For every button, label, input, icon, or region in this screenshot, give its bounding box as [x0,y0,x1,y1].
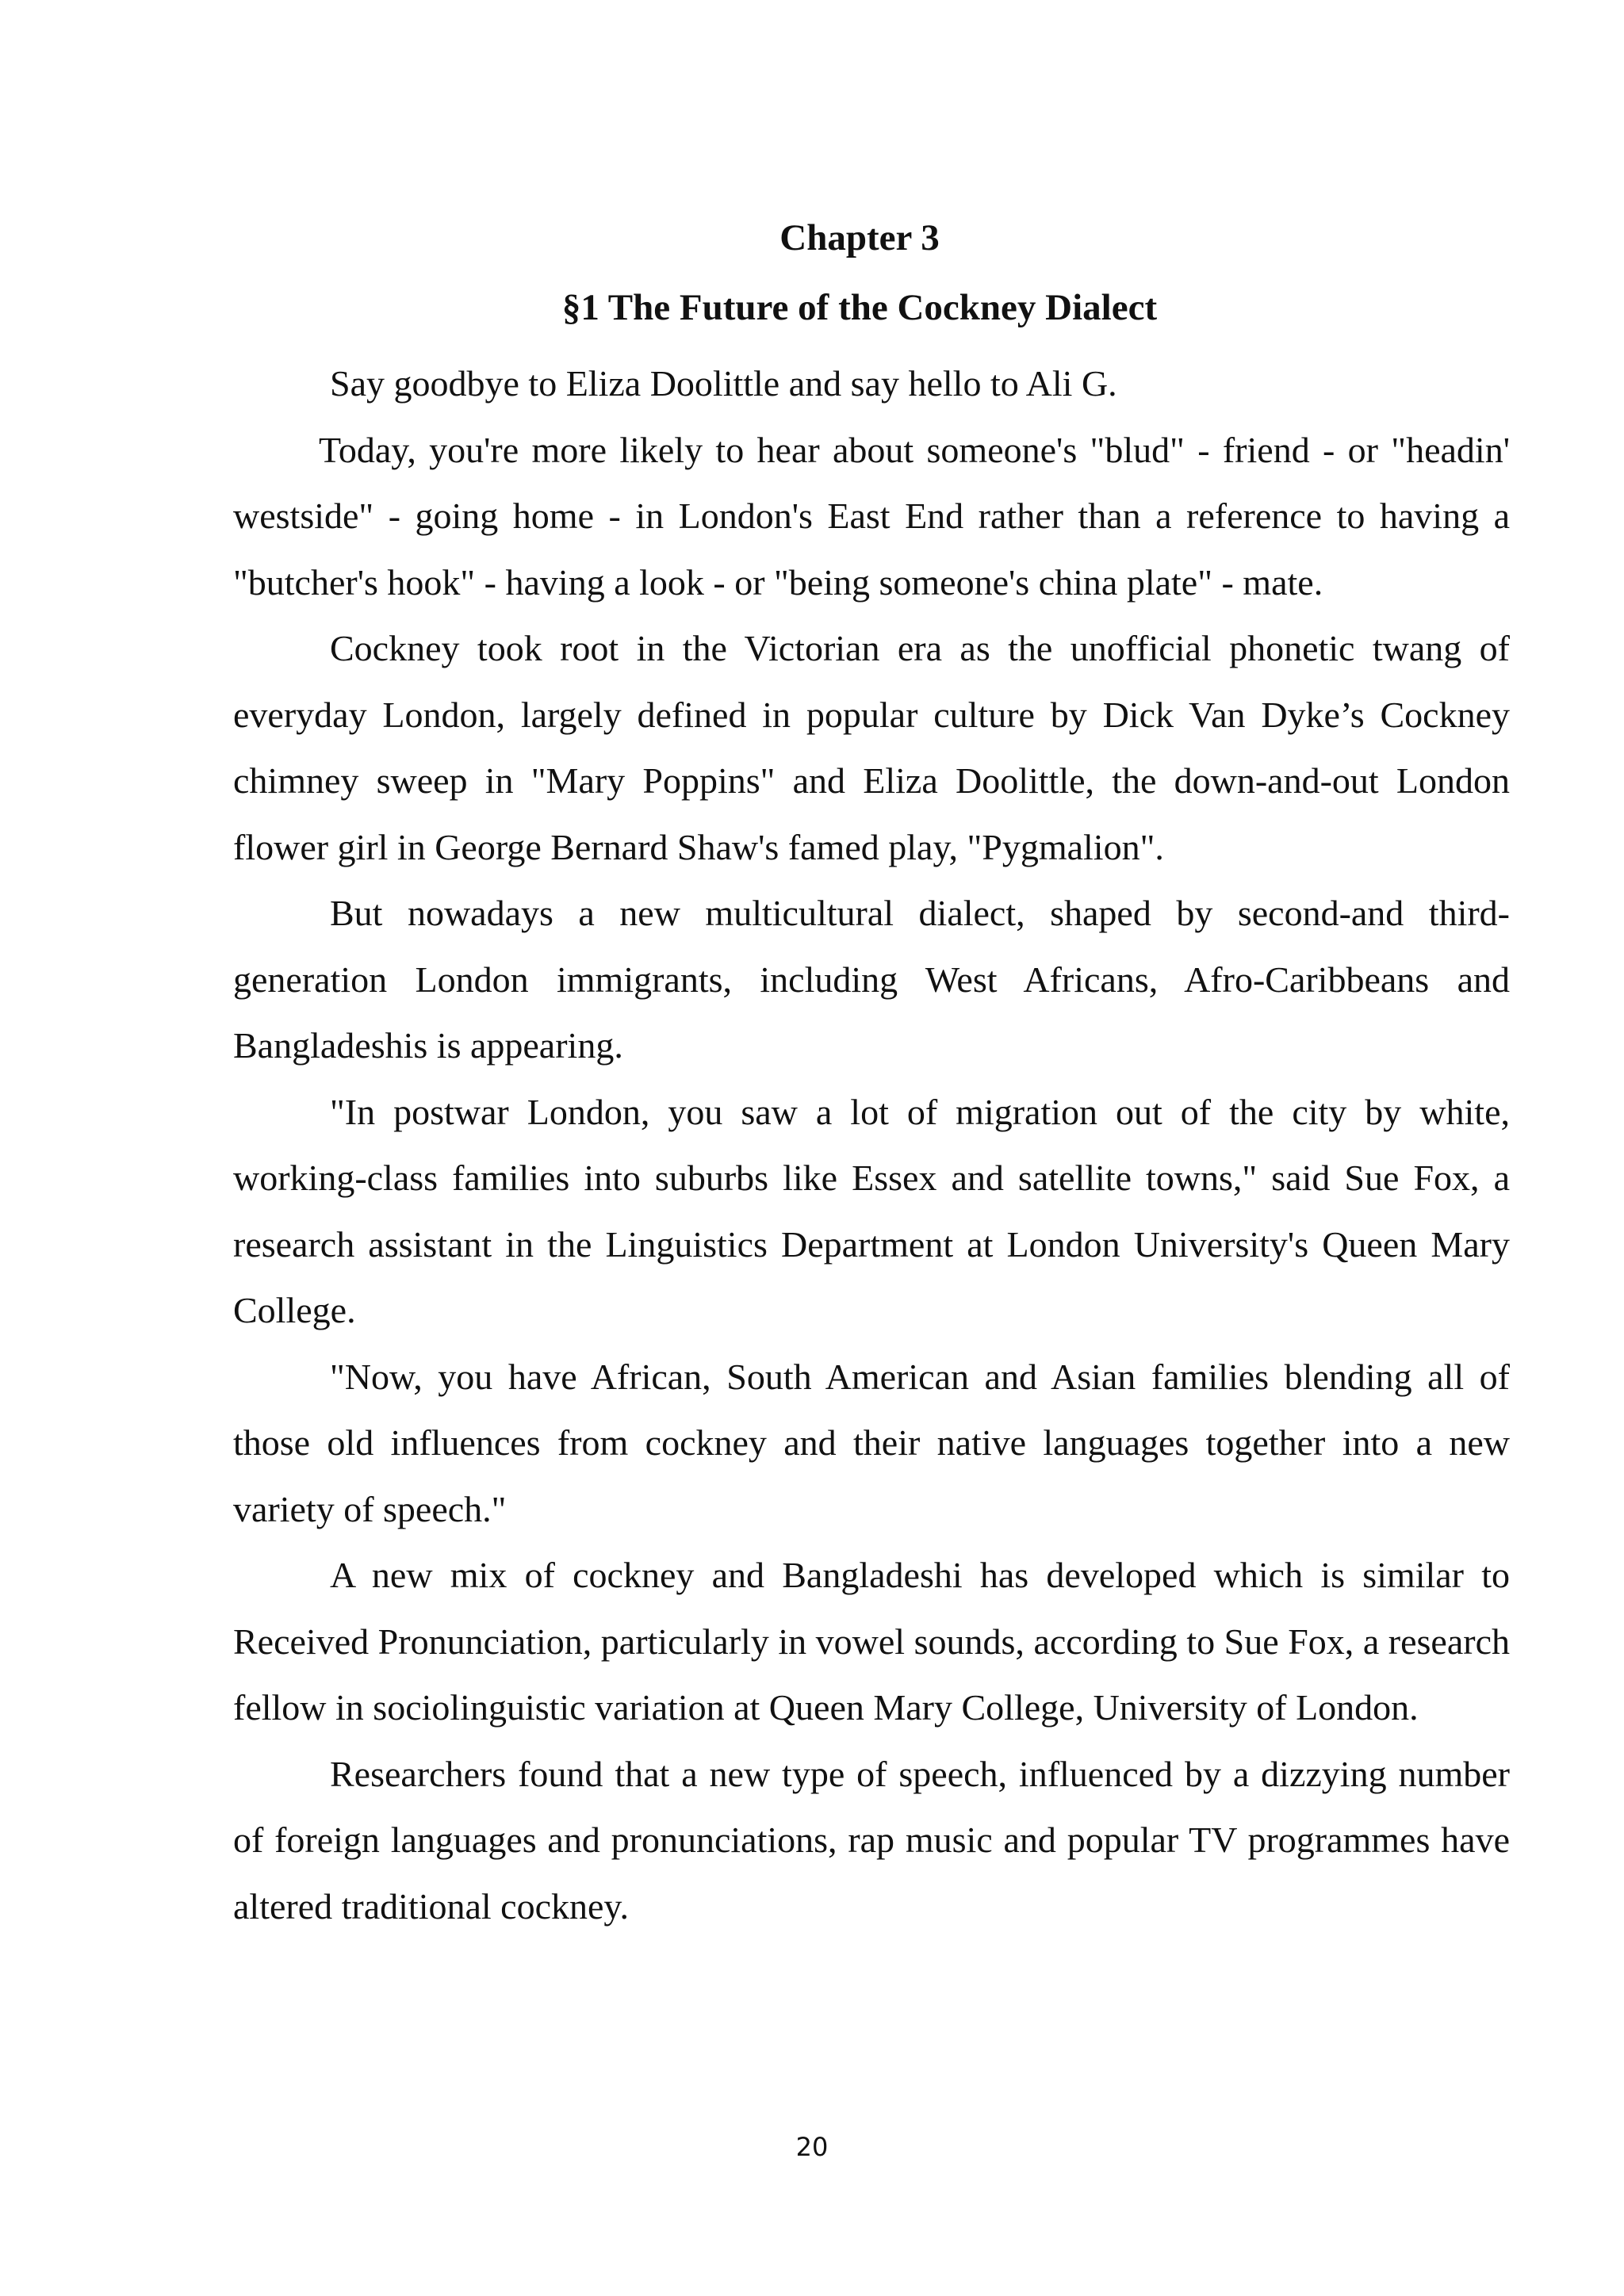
paragraph: Cockney took root in the Victorian era as the unofficial phonetic twang of everyday London, largely defined in popular culture by Dick Van Dyke’s Cockney chimney sweep in "Mary Poppins" and Eliza Doolittle, the down-and-out London flower girl in George Bernard Shaw's famed play, "Pygmalion". [233,628,1510,867]
chapter-heading: Chapter 3 [779,217,940,258]
paragraph: But nowadays a new multicultural dialect, shaped by second-and third-generation London immigrants, including West Africans, Afro-Caribbeans and Bangladeshis is appearing. [233,893,1510,1066]
page-number: 20 [795,2132,829,2162]
paragraph: Today, you're more likely to hear about someone's "blud" - friend - or "headin' westside" - going home - in London's East End rather than a reference to having a "butcher's hook" - having a look - or "being someone's china plate" - mate. [233,429,1510,603]
paragraph: "In postwar London, you saw a lot of migration out of the city by white, working-class families into suburbs like Essex and satellite towns," said Sue Fox, a research assistant in the Linguistics Department at London University's Queen Mary College. [233,1091,1510,1330]
body-text [233,350,1510,1939]
paragraph: Researchers found that a new type of speech, influenced by a dizzying number of foreign languages and pronunciations, rap music and popular TV programmes have altered traditional cockney. [233,1753,1510,1927]
paragraph: "Now, you have African, South American and Asian families blending all of those old influences from cockney and their native languages together into a new variety of speech." [233,1356,1510,1529]
section-heading: §1 The Future of the Cockney Dialect [561,287,1158,328]
paragraph: A new mix of cockney and Bangladeshi has developed which is similar to Received Pronunciation, particularly in vowel sounds, according to Sue Fox, a research fellow in sociolinguistic variation at Queen Mary College, University of London. [233,1555,1510,1728]
paragraph: Say goodbye to Eliza Doolittle and say hello to Ali G. [330,363,1117,404]
